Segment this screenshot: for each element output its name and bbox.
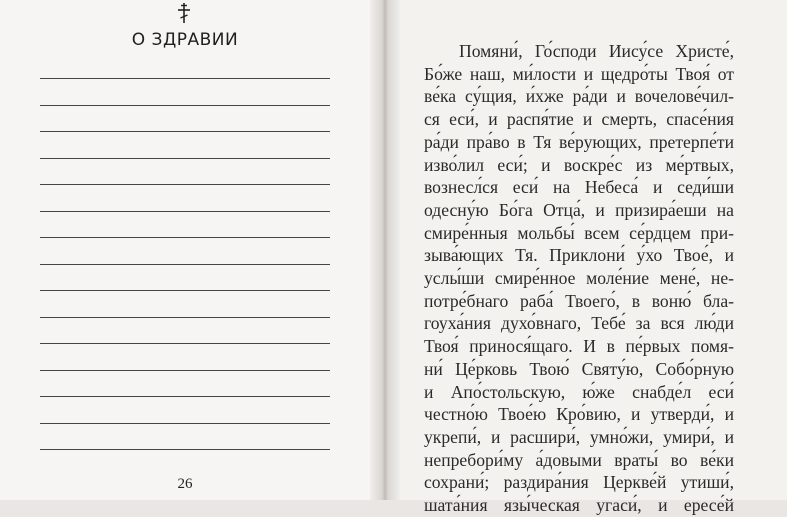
prayer-line: потре́бнаго раба́ Твоего́, в воню́ бла- [424, 290, 734, 311]
write-line [40, 158, 330, 159]
prayer-line: сохрани́; раздира́ния Церкве́й утиши́, [424, 472, 734, 493]
prayer-line: и Апо́стольскую, ю́же снабде́л еси́ [424, 381, 734, 402]
write-line [40, 290, 330, 291]
prayer-line: честно́ю Твое́ю Кро́вию, и утверди́, и [424, 404, 734, 425]
left-page [0, 0, 383, 500]
write-line [40, 211, 330, 212]
orthodox-cross-icon [176, 2, 192, 24]
writing-lines [40, 58, 330, 458]
write-line [40, 343, 330, 344]
prayer-line: изво́лил еси́; и воскре́с из ме́ртвых, [424, 154, 734, 175]
prayer-line: укрепи́, и расшири́, умно́жи, умири́, и [424, 426, 734, 447]
write-line [40, 237, 330, 238]
page-number: 26 [177, 476, 193, 492]
write-line [40, 449, 330, 450]
prayer-line: гоуха́ния духо́внаго, Тебе́ за вся лю́ди [424, 313, 734, 334]
write-line [40, 317, 330, 318]
prayer-line: Бо́же наш, ми́лости и щедро́ты Твоя́ от [424, 63, 734, 84]
prayer-line: зыва́ющих Тя. Приклони́ у́хо Твое́, и [424, 245, 734, 266]
prayer-text [424, 40, 734, 517]
prayer-line: шата́ния язы́ческая угаси́, и ересе́й [424, 495, 734, 516]
prayer-line: Помяни́, Го́споди Иису́се Христе́, [459, 41, 734, 61]
write-line [40, 78, 330, 79]
prayer-line: ни́ Це́рковь Твою́ Святу́ю, Собо́рную [424, 358, 734, 379]
prayer-line: ве́ка су́щия, и́хже ра́ди и вочелове́чил- [424, 86, 734, 107]
write-line [40, 396, 330, 397]
write-line [40, 423, 330, 424]
write-line [40, 131, 330, 132]
write-line [40, 264, 330, 265]
prayer-line: смире́нныя мольбы́ всем се́рдцем при- [424, 222, 734, 243]
prayer-line: Твоя́ принося́щаго. И в пе́рвых помя- [424, 336, 734, 357]
write-line [40, 105, 330, 106]
prayer-line: ся еси́, и распя́тие и смерть, спасе́ния [424, 109, 734, 130]
prayer-line: услы́ши смире́нное моле́ние мене́, не- [424, 268, 734, 289]
prayer-line: непребори́му а́довыми враты́ во ве́ки [424, 449, 734, 470]
book-gutter [370, 0, 400, 500]
prayer-line: ра́ди пра́во в Тя ве́рующих, претерпе́ти [424, 131, 734, 152]
prayer-line: вознесл́ся еси́ на Небеса́ и седи́ши [424, 177, 734, 198]
write-line [40, 184, 330, 185]
section-title: О ЗДРАВИИ [131, 30, 239, 50]
write-line [40, 370, 330, 371]
prayer-line: одесну́ю Бо́га Отца́, и призира́еши на [424, 199, 734, 220]
